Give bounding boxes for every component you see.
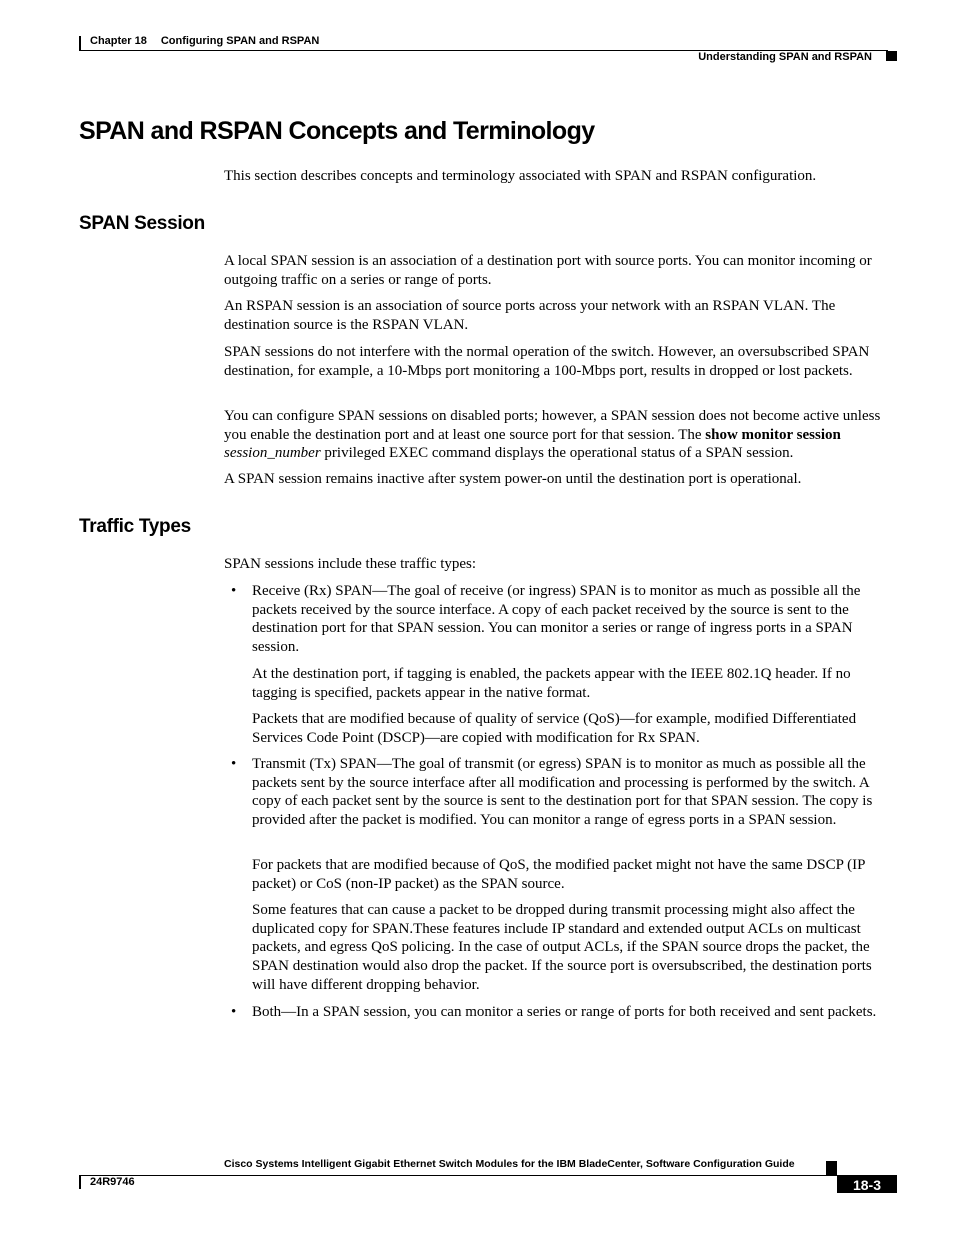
header-square — [886, 51, 897, 61]
session-number-argument: session_number — [224, 445, 321, 462]
p4-start: You can configure SPAN sessions on disabled ports; however, a SPAN session does not become active unless you enable the destination port and at least one source port for that session. The — [224, 408, 881, 443]
chapter-label: Chapter 18 — [90, 35, 147, 47]
span-session-paragraph-4 — [224, 407, 896, 463]
show-monitor-command: show monitor session — [705, 426, 841, 443]
header-left-bar — [79, 36, 81, 50]
rx-span-note-1: At the destination port, if tagging is enabled, the packets appear with the IEEE 802.1Q header. If no tagging is specified, packets appear in the native format. — [252, 666, 851, 701]
page-title: SPAN and RSPAN Concepts and Terminology — [79, 117, 595, 145]
footer-rule — [79, 1175, 837, 1176]
span-session-paragraph-1: A local SPAN session is an association of a destination port with source ports. You can monitor incoming or outgoing traffic on a series or range of ports. — [224, 253, 872, 288]
span-session-paragraph-2: An RSPAN session is an association of source ports across your network with an RSPAN VLAN. The destination source is the RSPAN VLAN. — [224, 298, 836, 333]
footer-guide-title: Cisco Systems Intelligent Gigabit Ethernet Switch Modules for the IBM BladeCenter, Software Configuration Guide — [224, 1158, 795, 1170]
p4-end: privileged EXEC command displays the operational status of a SPAN session. — [320, 445, 794, 462]
tx-span-note-1: For packets that are modified because of QoS, the modified packet might not have the same DSCP (IP packet) or CoS (non-IP packet) as the SPAN source. — [252, 857, 865, 892]
footer-tab-marker — [826, 1161, 837, 1175]
span-session-heading: SPAN Session — [79, 213, 205, 234]
span-session-paragraph-3: SPAN sessions do not interfere with the normal operation of the switch. However, an oversubscribed SPAN destination, for example, a 10-Mbps port monitoring a 100-Mbps port, results in dropped or lost packets. — [224, 344, 870, 379]
bullet-icon: • — [231, 756, 237, 772]
running-header-chapter — [90, 35, 319, 47]
bullet-icon: • — [231, 583, 237, 599]
rx-span-note-2: Packets that are modified because of quality of service (QoS)—for example, modified Differentiated Services Code Point (DSCP)—are copied with modification for Rx SPAN. — [252, 711, 857, 746]
traffic-types-intro: SPAN sessions include these traffic types: — [224, 556, 477, 572]
traffic-types-heading: Traffic Types — [79, 516, 191, 537]
tx-span-text: Transmit (Tx) SPAN—The goal of transmit (or egress) SPAN is to monitor as much as possible all the packets sent by the source interface after all modification and processing is performed by the switch. A copy of each packet sent by the source is sent to the destination port for that SPAN session. The copy is provided after the packet is modified. You can monitor a range of egress ports in a SPAN session. — [252, 756, 873, 829]
running-header-section: Understanding SPAN and RSPAN — [698, 51, 872, 63]
footer-left-bar — [79, 1175, 81, 1189]
page-number: 18-3 — [837, 1175, 897, 1193]
span-session-paragraph-5: A SPAN session remains inactive after system power-on until the destination port is operational. — [224, 471, 802, 487]
bullet-icon: • — [231, 1004, 237, 1020]
rx-span-text: Receive (Rx) SPAN—The goal of receive (or ingress) SPAN is to monitor as much as possible all the packets received by the source interface. A copy of each packet received by the source is sent to the destination port for that SPAN session. You can monitor a series or range of ingress ports in a SPAN session. — [252, 583, 861, 656]
chapter-title: Configuring SPAN and RSPAN — [160, 35, 320, 47]
intro-paragraph: This section describes concepts and terminology associated with SPAN and RSPAN configuration. — [224, 168, 817, 184]
both-text: Both—In a SPAN session, you can monitor a series or range of ports for both received and sent packets. — [252, 1004, 877, 1020]
footer-doc-number: 24R9746 — [90, 1176, 135, 1188]
tx-span-note-2: Some features that can cause a packet to be dropped during transmit processing might also affect the duplicated copy for SPAN.These features include IP standard and extended output ACLs on multicast packets, and egress QoS policing. In the case of output ACLs, if the SPAN source drops the packet, the SPAN destination would also drop the packet. If the source port is oversubscribed, the destination ports will have different dropping behavior. — [252, 902, 872, 993]
